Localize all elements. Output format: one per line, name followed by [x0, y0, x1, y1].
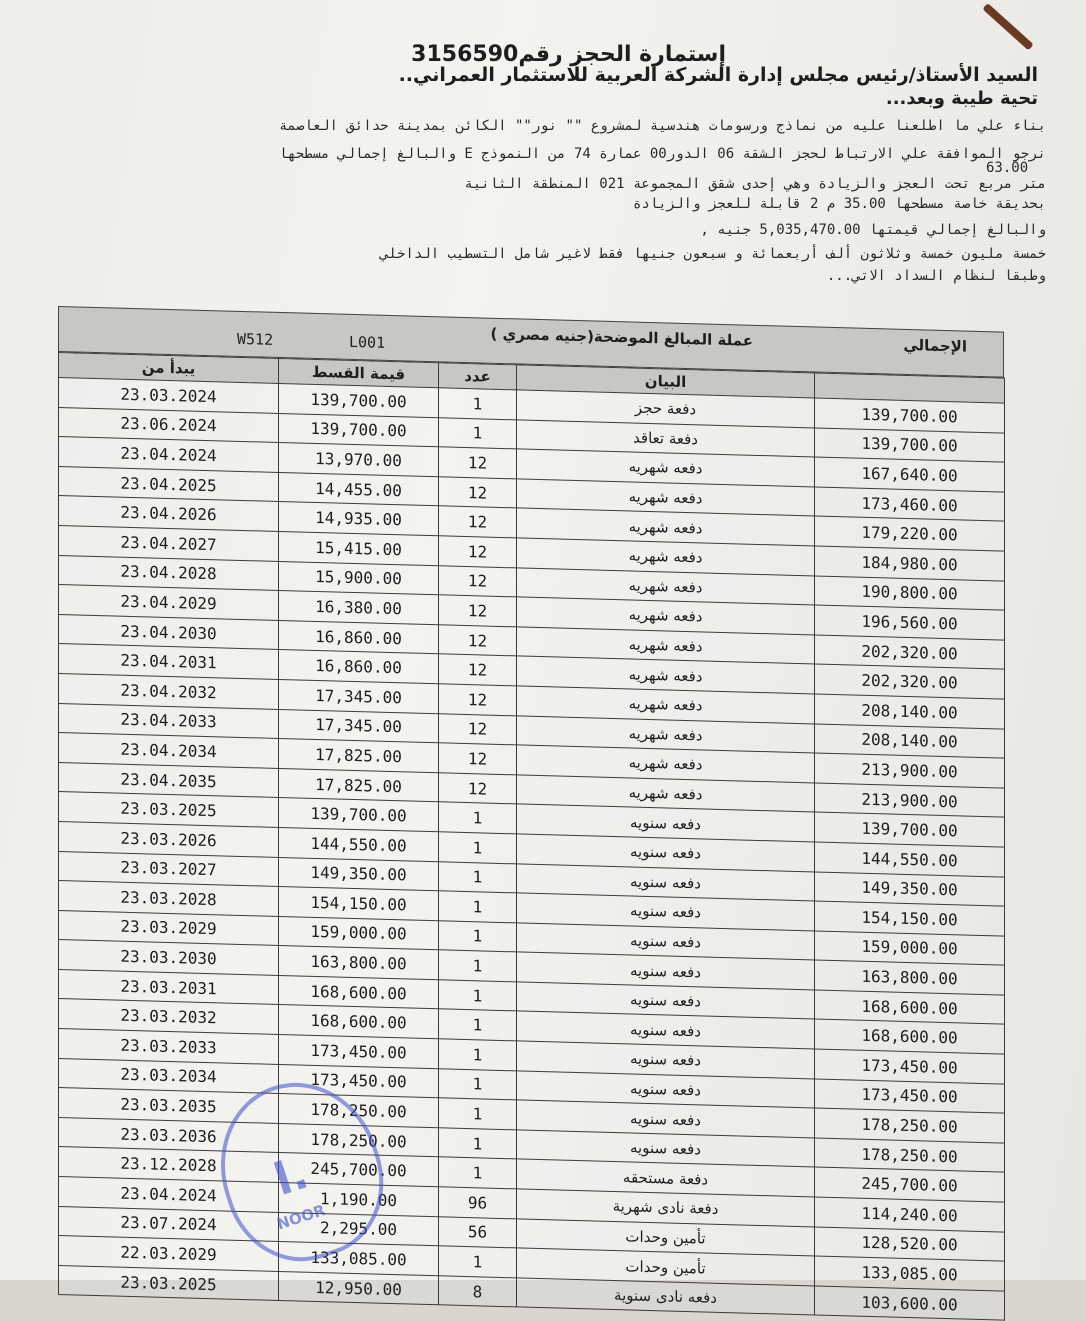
- cell-description: دفعة تعاقد: [517, 420, 815, 458]
- cell-total: 202,320.00: [815, 664, 1005, 699]
- cell-start: 23.04.2024: [59, 1177, 279, 1213]
- cell-total: 128,520.00: [815, 1227, 1005, 1262]
- cell-count: 1: [439, 1098, 517, 1130]
- payment-table-wrapper: [58, 306, 1004, 1321]
- cell-start: 23.04.2035: [59, 762, 279, 798]
- cell-description: تأمين وحدات: [517, 1219, 815, 1257]
- cell-total: 159,000.00: [815, 931, 1005, 966]
- cell-installment: 14,455.00: [279, 472, 439, 506]
- cell-count: 12: [439, 447, 517, 479]
- cell-count: 12: [439, 713, 517, 745]
- cell-start: 23.04.2034: [59, 733, 279, 769]
- cell-installment: 178,250.00: [279, 1094, 439, 1128]
- cell-total: 168,600.00: [815, 990, 1005, 1025]
- cell-start: 23.03.2024: [59, 378, 279, 414]
- cell-count: 8: [439, 1276, 517, 1308]
- payment-table: [58, 352, 1005, 1321]
- cell-total: 144,550.00: [815, 842, 1005, 877]
- cell-description: دفعه شهريه: [517, 686, 815, 724]
- paragraph-7: وطبقا لنظام السداد الاتي...: [826, 268, 1046, 284]
- cell-start: 23.03.2033: [59, 1029, 279, 1065]
- cell-start: 23.04.2029: [59, 585, 279, 621]
- cell-installment: 149,350.00: [279, 857, 439, 891]
- stamp-mark: ا.: [268, 1147, 315, 1206]
- paragraph-5: والبالغ إجمالي قيمتها 5,035,470.00 جنيه ,: [700, 222, 1046, 238]
- cell-count: 1: [439, 920, 517, 952]
- cell-total: 184,980.00: [815, 546, 1005, 581]
- cell-total: 178,250.00: [815, 1138, 1005, 1173]
- cell-description: دفعة حجز: [517, 390, 815, 428]
- cell-total: 167,640.00: [815, 457, 1005, 492]
- cell-installment: 13,970.00: [279, 443, 439, 477]
- cell-description: دفعة نادى شهرية: [517, 1189, 815, 1227]
- cell-installment: 144,550.00: [279, 827, 439, 861]
- cell-start: 23.04.2028: [59, 555, 279, 591]
- col-description: البيان: [517, 365, 815, 398]
- cell-installment: 139,700.00: [279, 413, 439, 447]
- cell-total: 139,700.00: [815, 812, 1005, 847]
- cell-installment: 12,950.00: [279, 1271, 439, 1305]
- cell-count: 1: [439, 861, 517, 893]
- stamp-text: NOOR: [274, 1201, 328, 1234]
- col-start: يبدأ من: [59, 353, 279, 384]
- cell-installment: 17,345.00: [279, 679, 439, 713]
- cell-description: دفعه سنويه: [517, 1041, 815, 1079]
- cell-installment: 168,600.00: [279, 975, 439, 1009]
- cell-count: 12: [439, 477, 517, 509]
- cell-description: دفعه شهريه: [517, 656, 815, 694]
- cell-count: 12: [439, 536, 517, 568]
- cell-total: 173,450.00: [815, 1049, 1005, 1084]
- cell-start: 23.06.2024: [59, 407, 279, 443]
- cell-count: 1: [439, 417, 517, 449]
- cell-description: دفعه شهريه: [517, 745, 815, 783]
- cell-count: 1: [439, 1068, 517, 1100]
- cell-count: 12: [439, 684, 517, 716]
- paragraph-3: متر مربع تحت العجز والزيادة وهي إحدى شقق المجموعة 021 المنطقة الثانية: [464, 176, 1046, 192]
- paragraph-1: بناء علي ما اطلعنا عليه من نماذج ورسومات هندسية لمشروع "" نور"" الكائن بمدينة حدائق العاصمة: [278, 118, 1046, 134]
- cell-installment: 163,800.00: [279, 946, 439, 980]
- cell-start: 23.03.2025: [59, 792, 279, 828]
- paragraph-2: نرجو الموافقة علي الارتباط لحجز الشقة 06 الدور00 عمارة 74 من النموذج E والبالغ إجمالي مسطحها: [278, 146, 1046, 162]
- cell-count: 1: [439, 832, 517, 864]
- cell-description: دفعة مستحقه: [517, 1159, 815, 1197]
- cell-installment: 14,935.00: [279, 502, 439, 536]
- cell-description: دفعه شهريه: [517, 538, 815, 576]
- paragraph-4: بحديقة خاصة مسطحها 35.00 م 2 قابلة للعجز والزيادة: [632, 196, 1046, 212]
- cell-total: 178,250.00: [815, 1108, 1005, 1143]
- cell-installment: 17,345.00: [279, 709, 439, 743]
- cell-count: 1: [439, 980, 517, 1012]
- cell-start: 23.03.2030: [59, 940, 279, 976]
- cell-start: 23.03.2035: [59, 1088, 279, 1124]
- cell-count: 12: [439, 565, 517, 597]
- cell-installment: 178,250.00: [279, 1123, 439, 1157]
- cell-start: 23.04.2033: [59, 703, 279, 739]
- cell-total: 168,600.00: [815, 1019, 1005, 1054]
- cell-description: دفعه سنويه: [517, 1011, 815, 1049]
- cell-start: 23.03.2028: [59, 881, 279, 917]
- greeting-to: السيد الأستاذ/رئيس مجلس إدارة الشركة العربية للاستثمار العمراني..: [398, 64, 1038, 86]
- cell-count: 1: [439, 1157, 517, 1189]
- cell-installment: 133,085.00: [279, 1242, 439, 1276]
- cell-count: 56: [439, 1216, 517, 1248]
- cell-description: دفعه سنويه: [517, 982, 815, 1020]
- cell-installment: 1,190.00: [279, 1182, 439, 1216]
- cell-total: 103,600.00: [815, 1286, 1005, 1321]
- cell-start: 22.03.2029: [59, 1236, 279, 1272]
- cell-start: 23.04.2025: [59, 466, 279, 502]
- cell-start: 23.03.2036: [59, 1117, 279, 1153]
- cell-description: دفعه شهريه: [517, 508, 815, 546]
- col-count: عدد: [439, 363, 517, 390]
- cell-start: 23.03.2027: [59, 851, 279, 887]
- pen-tip: [982, 3, 1033, 50]
- cell-total: 190,800.00: [815, 576, 1005, 611]
- cell-count: 12: [439, 773, 517, 805]
- code-w512: W512: [237, 329, 274, 349]
- cell-start: 23.03.2026: [59, 821, 279, 857]
- cell-start: 23.03.2031: [59, 969, 279, 1005]
- cell-description: دفعه شهريه: [517, 775, 815, 813]
- cell-total: 163,800.00: [815, 960, 1005, 995]
- cell-installment: 139,700.00: [279, 798, 439, 832]
- cell-description: دفعه نادى سنوية: [517, 1278, 815, 1316]
- total-header: الإجمالي: [903, 335, 967, 356]
- cell-count: 96: [439, 1187, 517, 1219]
- cell-description: تأمين وحدات: [517, 1248, 815, 1286]
- cell-description: دفعه سنويه: [517, 834, 815, 872]
- cell-start: 23.03.2034: [59, 1058, 279, 1094]
- cell-description: دفعه سنويه: [517, 893, 815, 931]
- cell-installment: 139,700.00: [279, 383, 439, 417]
- cell-count: 1: [439, 802, 517, 834]
- cell-total: 173,450.00: [815, 1079, 1005, 1114]
- cell-description: دفعه سنويه: [517, 804, 815, 842]
- cell-start: 23.04.2032: [59, 673, 279, 709]
- cell-start: 23.03.2029: [59, 910, 279, 946]
- cell-description: دفعه سنويه: [517, 923, 815, 961]
- cell-total: 154,150.00: [815, 901, 1005, 936]
- cell-installment: 16,860.00: [279, 620, 439, 654]
- paragraph-6: خمسة مليون خمسة وثلاثون ألف أربعمائة و سبعون جنيها فقط لاغير شامل التسطيب الداخلي: [380, 246, 1046, 262]
- cell-count: 1: [439, 891, 517, 923]
- form-title: إستمارة الحجز رقم3156590: [411, 42, 726, 67]
- cell-total: 202,320.00: [815, 635, 1005, 670]
- cell-count: 1: [439, 388, 517, 420]
- cell-total: 139,700.00: [815, 428, 1005, 463]
- cell-total: 133,085.00: [815, 1256, 1005, 1291]
- greeting: تحية طيبة وبعد...: [885, 88, 1038, 109]
- cell-total: 149,350.00: [815, 871, 1005, 906]
- cell-installment: 15,415.00: [279, 531, 439, 565]
- cell-description: دفعه سنويه: [517, 1130, 815, 1168]
- cell-count: 1: [439, 1246, 517, 1278]
- cell-total: 208,140.00: [815, 724, 1005, 759]
- cell-installment: 154,150.00: [279, 887, 439, 921]
- cell-installment: 2,295.00: [279, 1212, 439, 1246]
- cell-total: 114,240.00: [815, 1197, 1005, 1232]
- cell-count: 12: [439, 506, 517, 538]
- cell-total: 196,560.00: [815, 605, 1005, 640]
- cell-installment: 168,600.00: [279, 1005, 439, 1039]
- cell-total: 139,700.00: [815, 398, 1005, 433]
- currency-label: عملة المبالغ الموضحة(جنيه مصري ): [490, 324, 753, 350]
- cell-count: 12: [439, 625, 517, 657]
- cell-start: 23.07.2024: [59, 1206, 279, 1242]
- cell-total: 179,220.00: [815, 516, 1005, 551]
- cell-total: 208,140.00: [815, 694, 1005, 729]
- cell-total: 213,900.00: [815, 783, 1005, 818]
- cell-count: 12: [439, 743, 517, 775]
- cell-description: دفعه سنويه: [517, 952, 815, 990]
- cell-start: 23.04.2027: [59, 525, 279, 561]
- cell-installment: 173,450.00: [279, 1035, 439, 1069]
- cell-count: 12: [439, 654, 517, 686]
- cell-description: دفعه شهريه: [517, 449, 815, 487]
- cell-installment: 16,380.00: [279, 591, 439, 625]
- cell-start: 23.04.2030: [59, 614, 279, 650]
- cell-description: دفعه شهريه: [517, 597, 815, 635]
- code-l001: L001: [349, 332, 386, 352]
- cell-installment: 17,825.00: [279, 768, 439, 802]
- cell-count: 1: [439, 950, 517, 982]
- cell-description: دفعه شهريه: [517, 715, 815, 753]
- col-installment: قيمة القسط: [279, 358, 439, 387]
- cell-count: 12: [439, 595, 517, 627]
- cell-count: 1: [439, 1009, 517, 1041]
- cell-installment: 173,450.00: [279, 1064, 439, 1098]
- paragraph-2-area: 63.00: [986, 160, 1029, 176]
- cell-description: دفعه شهريه: [517, 479, 815, 517]
- cell-description: دفعه سنويه: [517, 1071, 815, 1109]
- cell-description: دفعه سنويه: [517, 1100, 815, 1138]
- cell-total: 173,460.00: [815, 487, 1005, 522]
- cell-installment: 15,900.00: [279, 561, 439, 595]
- cell-start: 23.12.2028: [59, 1147, 279, 1183]
- cell-start: 23.04.2031: [59, 644, 279, 680]
- cell-description: دفعه شهريه: [517, 567, 815, 605]
- cell-count: 1: [439, 1128, 517, 1160]
- cell-installment: 245,700.00: [279, 1153, 439, 1187]
- cell-description: دفعه شهريه: [517, 627, 815, 665]
- cell-start: 23.03.2032: [59, 999, 279, 1035]
- cell-start: 23.04.2024: [59, 437, 279, 473]
- cell-start: 23.04.2026: [59, 496, 279, 532]
- cell-description: دفعه سنويه: [517, 863, 815, 901]
- cell-start: 23.03.2025: [59, 1265, 279, 1301]
- cell-installment: 17,825.00: [279, 739, 439, 773]
- cell-count: 1: [439, 1039, 517, 1071]
- cell-installment: 16,860.00: [279, 650, 439, 684]
- cell-installment: 159,000.00: [279, 916, 439, 950]
- cell-total: 245,700.00: [815, 1167, 1005, 1202]
- cell-total: 213,900.00: [815, 753, 1005, 788]
